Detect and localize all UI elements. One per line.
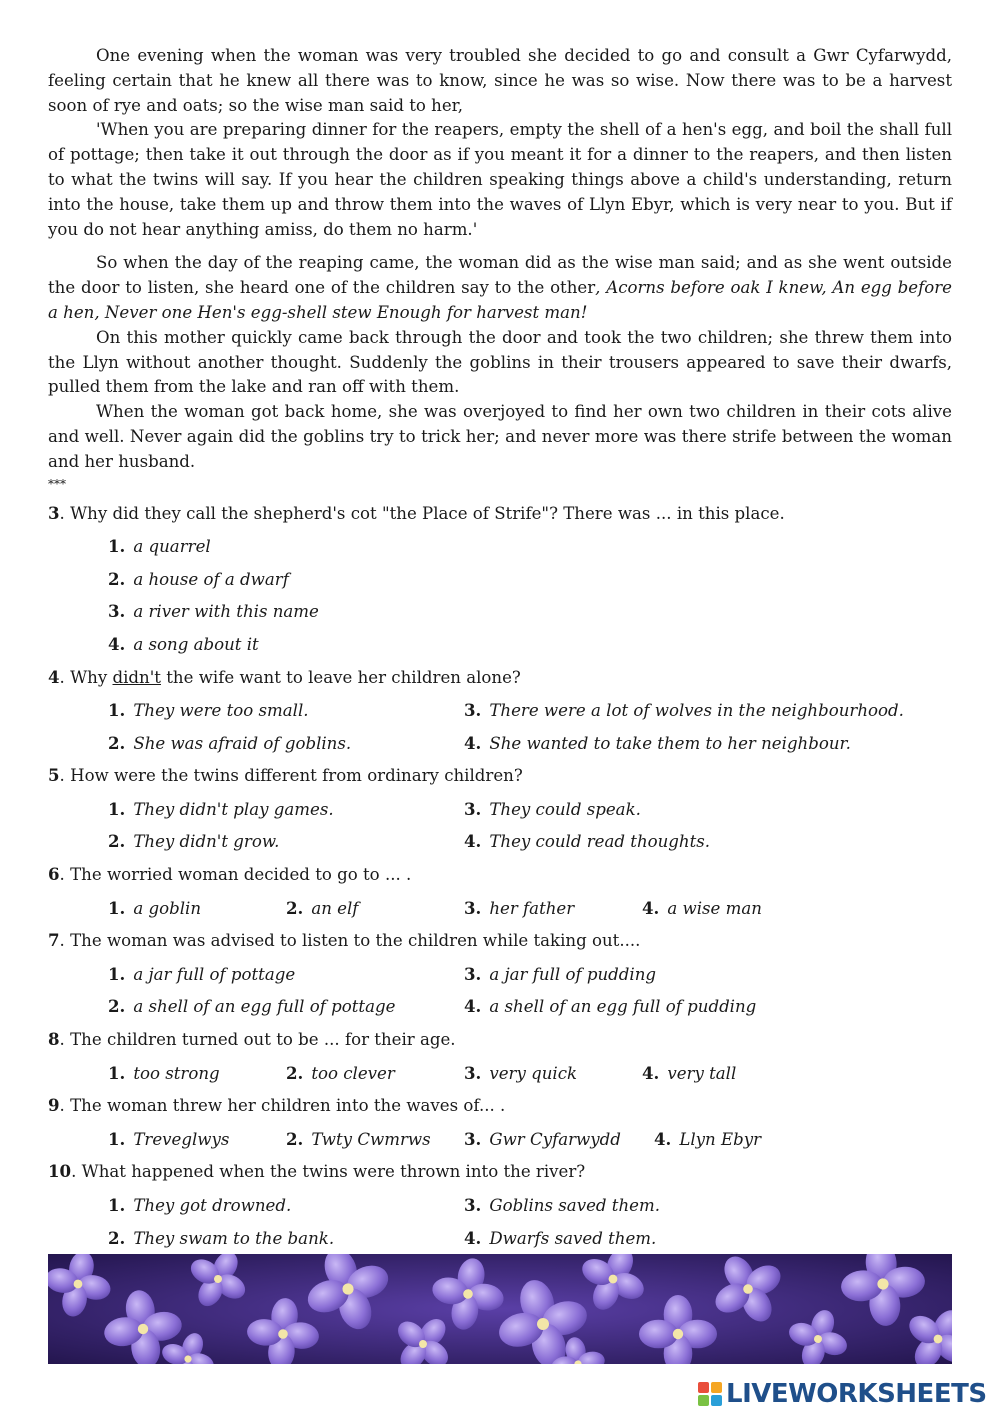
question-text: . The woman threw her children into the waves of... . [59,1096,506,1116]
option-text: a river with this name [133,602,319,622]
logo-square-blue [711,1395,722,1406]
question-3 [48,497,952,531]
story-paragraph-1: One evening when the woman was very troubled she decided to go and consult a Gwr Cyfarwydd, feeling certain that he knew all there was to know, since he was so wise. Now there was to be a harvest soon of rye and oats; so the wise man said to her, [48,46,952,115]
option-number: 1. [108,536,126,557]
option-number: 1. [108,1062,126,1083]
option-number: 1. [108,798,126,819]
option-number: 2. [108,568,126,589]
question-number: 10 [48,1161,72,1182]
question-number: 7 [48,930,60,951]
option-row [48,628,952,661]
answer-option[interactable] [464,793,641,827]
option-number: 4. [108,633,126,654]
option-text: very tall [667,1063,737,1083]
option-row [48,563,952,596]
option-text: Treveglwys [133,1129,230,1149]
answer-option[interactable] [654,1123,761,1157]
option-row [48,958,952,991]
option-number: 1. [108,700,126,721]
option-number: 2. [108,732,126,753]
worksheet-page [48,44,952,1254]
option-number: 4. [464,996,482,1017]
answer-option[interactable] [464,1057,577,1091]
flowers-image [48,1254,952,1364]
answer-option[interactable] [108,958,295,992]
option-text: a quarrel [133,537,211,557]
lilac-flowers-banner [48,1254,952,1364]
option-text: They could speak. [489,799,641,819]
option-row [48,1123,952,1156]
option-text: They could read thoughts. [489,832,711,852]
option-text: very quick [489,1063,578,1083]
answer-option[interactable] [286,1057,395,1091]
answer-option[interactable] [108,1222,334,1256]
story-paragraph-3 [48,251,952,325]
option-text: She was afraid of goblins. [133,733,352,753]
question-text: . The woman was advised to listen to the children while taking out.... [59,931,641,951]
question-text: . Why did they call the shepherd's cot "the Place of Strife"? There was ... in this place. [59,503,785,523]
answer-option[interactable] [108,892,201,926]
answer-option[interactable] [464,990,756,1024]
option-text: They didn't grow. [133,832,280,852]
option-number: 1. [108,1195,126,1216]
option-text: an elf [311,898,359,918]
option-text: a goblin [133,898,202,918]
option-text: a shell of an egg full of pottage [133,997,396,1017]
option-row [48,1222,952,1255]
option-number: 3. [464,897,482,918]
question-10 [48,1155,952,1189]
question-text: . The children turned out to be ... for their age. [59,1030,456,1050]
option-text: They didn't play games. [133,799,334,819]
question-text: . How were the twins different from ordinary children? [59,766,523,786]
option-row [48,530,952,563]
option-row [48,825,952,858]
option-number: 3. [464,798,482,819]
story-rhyme: , Acorns before oak I knew, An egg before a hen, Never one Hen's egg-shell stew Enough for harvest man! [48,278,952,322]
answer-option[interactable] [108,1123,229,1157]
option-text: too clever [311,1063,395,1083]
question-underlined-word: didn't [112,667,161,687]
question-5 [48,759,952,793]
option-number: 1. [108,897,126,918]
question-8 [48,1023,952,1057]
option-text: a song about it [133,634,259,654]
option-number: 2. [286,897,304,918]
option-text: Goblins saved them. [489,1196,660,1216]
answer-option[interactable] [108,628,259,662]
option-text: Llyn Ebyr [679,1129,762,1149]
question-6 [48,858,952,892]
question-text: . Why [59,667,113,687]
answer-option[interactable] [642,1057,736,1091]
question-text: . The worried woman decided to go to ... . [59,865,412,885]
option-text: There were a lot of wolves in the neighbourhood. [489,701,904,721]
answer-option[interactable] [464,694,904,728]
question-9 [48,1089,952,1123]
option-row [48,990,952,1023]
story-paragraph-2: 'When you are preparing dinner for the reapers, empty the shell of a hen's egg, and boil the shall full of pottage; then take it out through the door as if you meant it for a dinner to the reapers, and then listen to what the twins will say. If you hear the children speaking things above a child's understanding, return into the house, take them up and throw them into the waves of Llyn Ebyr, which is very near to you. But if you do not hear anything amiss, do them no harm.' [48,120,952,239]
option-number: 3. [464,963,482,984]
option-number: 2. [108,996,126,1017]
option-text: Gwr Cyfarwydd [489,1129,621,1149]
option-text: She wanted to take them to her neighbour. [489,733,851,753]
option-text: a house of a dwarf [133,569,289,589]
option-number: 2. [108,1227,126,1248]
answer-option[interactable] [108,530,211,564]
option-number: 4. [642,897,660,918]
answer-option[interactable] [108,793,334,827]
option-number: 3. [464,1128,482,1149]
option-number: 3. [464,700,482,721]
story-paragraph-4: On this mother quickly came back through the door and took the two children; she threw them into the Llyn without another thought. Suddenly the goblins in their trousers appeared to save their dwarfs, pulled them from the lake and ran off with them. [48,327,952,397]
answer-option[interactable] [108,727,351,761]
logo-square-orange [711,1382,722,1393]
question-number: 5 [48,765,60,786]
option-row [48,694,952,727]
answer-option[interactable] [108,563,289,597]
option-row [48,1189,952,1222]
option-number: 2. [286,1128,304,1149]
option-text: Twty Cwmrws [311,1129,431,1149]
option-row [48,892,952,925]
option-number: 3. [464,1195,482,1216]
option-text: They got drowned. [133,1196,292,1216]
question-number: 8 [48,1029,60,1050]
question-number: 6 [48,864,60,885]
option-row [48,793,952,826]
answer-option[interactable] [286,892,358,926]
option-text: a shell of an egg full of pudding [489,997,757,1017]
option-number: 3. [108,601,126,622]
question-number: 3 [48,502,60,523]
option-text: a jar full of pottage [133,964,296,984]
option-number: 4. [642,1062,660,1083]
answer-option[interactable] [464,825,710,859]
option-text: her father [489,898,575,918]
answer-option[interactable] [108,694,309,728]
story-paragraph-5: When the woman got back home, she was overjoyed to find her own two children in their cots alive and well. Never again did the goblins try to trick her; and never more was there strife between the woman and her husband. [48,402,952,471]
answer-option[interactable] [108,595,319,629]
answer-option[interactable] [464,727,851,761]
answer-option[interactable] [108,1189,291,1223]
question-text-end: the wife want to leave her children alone? [160,667,521,687]
answer-option[interactable] [464,1189,660,1223]
answer-option[interactable] [286,1123,431,1157]
option-number: 4. [464,831,482,852]
question-number: 9 [48,1095,60,1116]
answer-option[interactable] [108,990,395,1024]
option-number: 3. [464,1062,482,1083]
question-number: 4 [48,666,60,687]
logo-text: LIVEWORKSHEETS [726,1379,987,1409]
option-row [48,727,952,760]
question-4 [48,661,952,695]
option-number: 4. [464,1227,482,1248]
option-number: 1. [108,963,126,984]
answer-option[interactable] [464,958,656,992]
option-text: too strong [133,1063,220,1083]
option-text: a wise man [667,898,762,918]
option-text: They were too small. [133,701,309,721]
option-number: 1. [108,1128,126,1149]
answer-option[interactable] [464,892,574,926]
answer-option[interactable] [108,825,279,859]
option-row [48,595,952,628]
answer-option[interactable] [108,1057,220,1091]
option-text: Dwarfs saved them. [489,1228,657,1248]
answer-option[interactable] [642,892,762,926]
answer-option[interactable] [464,1222,656,1256]
option-row [48,1057,952,1090]
answer-option[interactable] [464,1123,621,1157]
option-number: 2. [286,1062,304,1083]
question-7 [48,924,952,958]
liveworksheets-logo [698,1377,994,1411]
logo-square-red [698,1382,709,1393]
option-number: 4. [464,732,482,753]
story-paragraph-3-text: So when the day of the reaping came, the woman did as the wise man said; and as she went outside the door to listen, she heard one of the children say to the other [48,253,952,298]
logo-square-green [698,1395,709,1406]
option-number: 2. [108,831,126,852]
option-text: They swam to the bank. [133,1228,335,1248]
option-text: a jar full of pudding [489,964,657,984]
logo-icon [698,1382,722,1406]
option-number: 4. [654,1128,672,1149]
question-text: . What happened when the twins were thrown into the river? [71,1162,586,1182]
section-separator: *** [48,476,66,491]
